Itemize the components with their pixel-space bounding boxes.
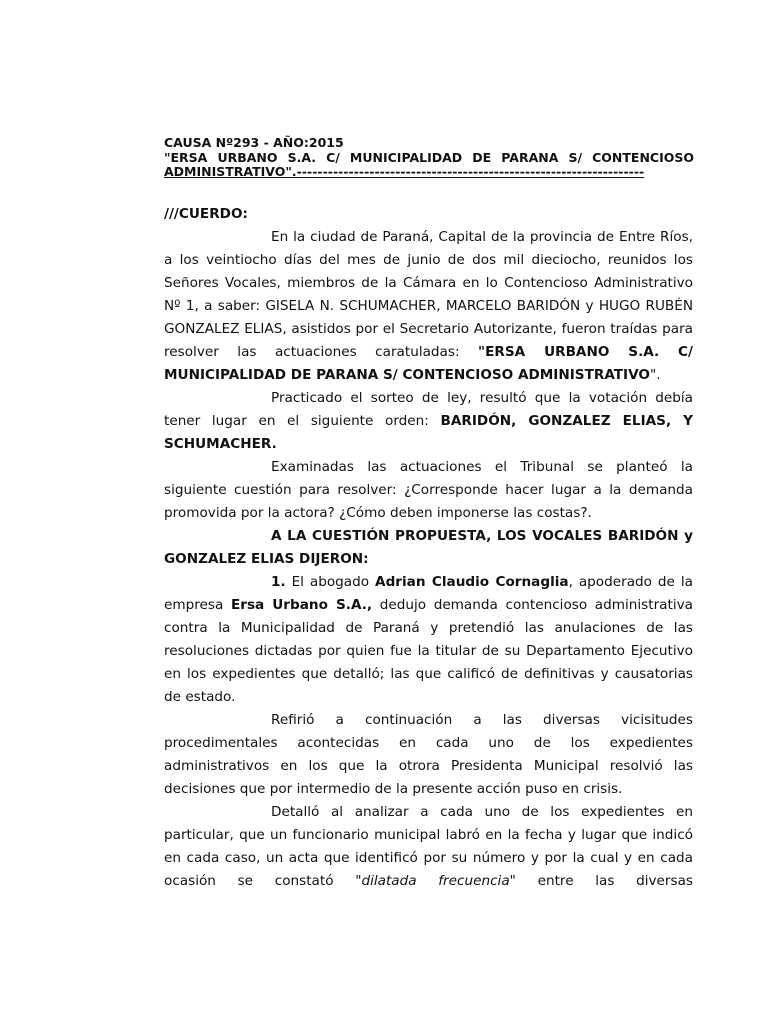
voting-order: BARIDÓN, GONZALEZ ELIAS, Y SCHUMACHER. bbox=[164, 413, 693, 452]
lawyer-name: Adrian Claudio Cornaglia bbox=[375, 574, 569, 590]
paragraph-number: 1. bbox=[271, 574, 286, 590]
paragraph-vicissitudes: Refirió a continuación a las diversas vicisitudes procedimentales acontecidas en cada uno de los expedientes administrativos en los que la otrora Presidenta Municipal resolvió las decisiones que por intermedio de la presente acción puso en crisis. bbox=[164, 712, 693, 797]
case-title-line-1: "ERSA URBANO S.A. C/ MUNICIPALIDAD DE PARANA S/ CONTENCIOSO bbox=[164, 149, 694, 165]
case-number: CAUSA Nº293 - AÑO:2015 bbox=[164, 135, 344, 150]
paragraph-voting-order: Practicado el sorteo de ley, resultó que la votación debía tener lugar en el siguiente orden: BARIDÓN, GONZALEZ ELIAS, Y SCHUMACHER. bbox=[164, 390, 693, 452]
paragraph-question-heading: A LA CUESTIÓN PROPUESTA, LOS VOCALES BARIDÓN y GONZALEZ ELIAS DIJERON: bbox=[164, 528, 693, 567]
case-title-line-2: ADMINISTRATIVO".------------------------------------------------------------------- bbox=[164, 164, 645, 179]
document-body bbox=[164, 203, 693, 893]
case-header bbox=[164, 136, 694, 180]
case-caption: "ERSA URBANO S.A. C/ MUNICIPALIDAD DE PARANA S/ CONTENCIOSO ADMINISTRATIVO bbox=[164, 344, 693, 383]
paragraph-1: 1. El abogado Adrian Claudio Cornaglia, apoderado de la empresa Ersa Urbano S.A., dedujo demanda contencioso administrativa contra la Municipalidad de Paraná y pretendió las anulaciones de las resoluciones dictadas por quien fue la titular de su Departamento Ejecutivo en los expedientes que detalló; las que calificó de definitivas y causatorias de estado. bbox=[164, 574, 693, 705]
section-heading: ///CUERDO: bbox=[164, 206, 248, 222]
quoted-phrase: dilatada frecuencia bbox=[361, 873, 510, 889]
paragraph-intro: En la ciudad de Paraná, Capital de la provincia de Entre Ríos, a los veintiocho días del mes de junio de dos mil dieciocho, reunidos los Señores Vocales, miembros de la Cámara en lo Contencioso Administrativo Nº 1, a saber: GISELA N. SCHUMACHER, MARCELO BARIDÓN y HUGO RUBÉN GONZALEZ ELIAS, asistidos por el Secretario Autorizante, fueron traídas para resolver las actuaciones caratuladas: "ERSA URBANO S.A. C/ MUNICIPALIDAD DE PARANA S/ CONTENCIOSO ADMINISTRATIVO". bbox=[164, 229, 693, 383]
paragraph-detail: Detalló al analizar a cada uno de los expedientes en particular, que un funcionario municipal labró en la fecha y lugar que indicó en cada caso, un acta que identificó por su número y por la cual y en cada ocasión se constató "dilatada frecuencia" entre las diversas bbox=[164, 804, 693, 889]
company-name: Ersa Urbano S.A., bbox=[230, 597, 373, 613]
paragraph-question: Examinadas las actuaciones el Tribunal se planteó la siguiente cuestión para resolver: ¿Corresponde hacer lugar a la demanda promovida por la actora? ¿Cómo deben imponerse las costas?. bbox=[164, 459, 693, 521]
